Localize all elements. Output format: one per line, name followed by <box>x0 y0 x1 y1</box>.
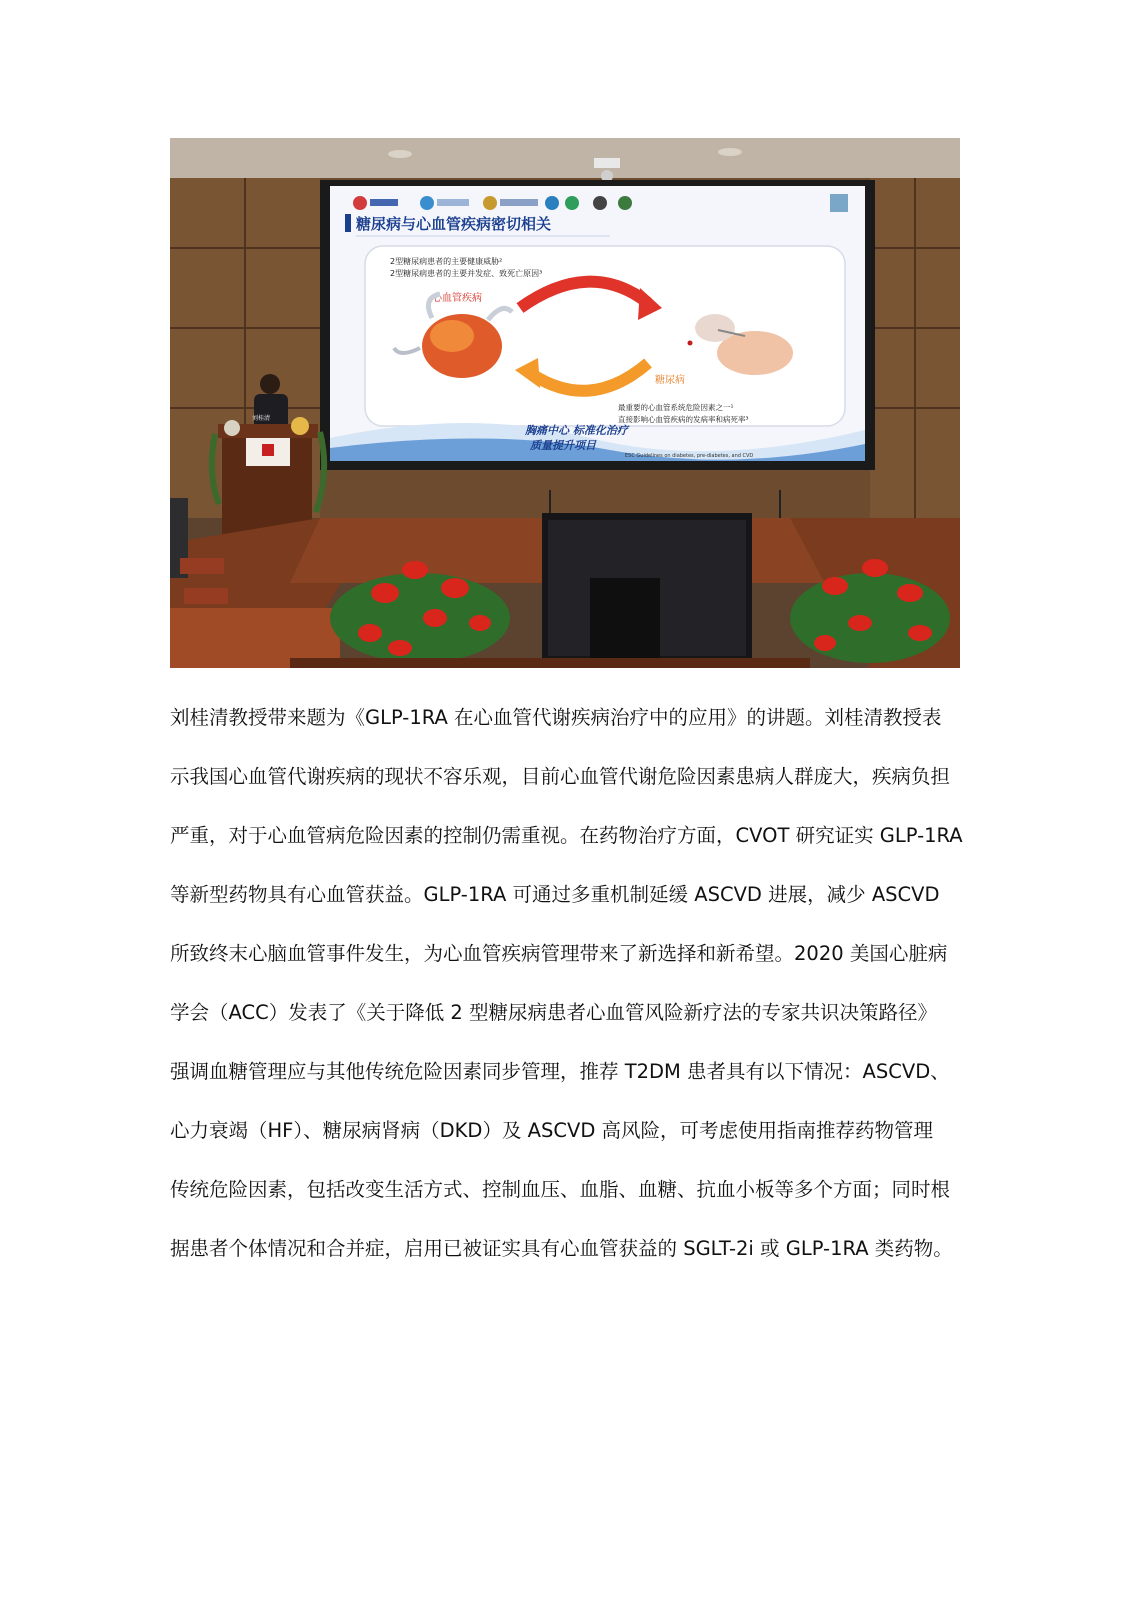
article-line-6: 学会（ACC）发表了《关于降低 2 型糖尿病患者心血管风险新疗法的专家共识决策路径》 <box>170 1001 938 1024</box>
article-line-5: 所致终末心脑血管事件发生，为心血管疾病管理带来了新选择和新希望。2020 美国心脏病 <box>170 942 948 965</box>
slide-label-cvd: 心血管疾病 <box>432 293 482 304</box>
slide-footer-note: ESC Guidelines on diabetes, pre-diabetes, and CVD <box>625 453 754 459</box>
slide-bullet-top-1: 2型糖尿病患者的主要健康威胁² <box>390 257 503 266</box>
article-line-7: 强调血糖管理应与其他传统危险因素同步管理，推荐 T2DM 患者具有以下情况：ASCVD、 <box>170 1060 950 1083</box>
desk-monitor <box>542 513 752 668</box>
slide-title: 糖尿病与心血管疾病密切相关 <box>356 215 552 233</box>
article-line-1: 刘桂清教授带来题为《GLP-1RA 在心血管代谢疾病治疗中的应用》的讲题。刘桂清教授表 <box>170 706 942 729</box>
slide-project-text-2: 质量提升项目 <box>530 439 596 452</box>
article-body <box>170 688 970 1278</box>
article-line-10: 据患者个体情况和合并症，启用已被证实具有心血管获益的 SGLT-2i 或 GLP-1RA 类药物。 <box>170 1237 953 1260</box>
conference-photo <box>170 138 960 668</box>
slide-bullet-bottom-2: 直接影响心血管疾病的发病率和病死率³ <box>618 415 749 424</box>
slide-bullet-bottom-1: 最重要的心血管系统危险因素之一¹ <box>618 403 734 412</box>
slide-bullet-top-2: 2型糖尿病患者的主要并发症、致死亡原因³ <box>390 269 543 278</box>
slide-label-dm: 糖尿病 <box>655 375 685 386</box>
article-line-2: 示我国心血管代谢疾病的现状不容乐观，目前心血管代谢危险因素患病人群庞大，疾病负担 <box>170 765 951 788</box>
article-line-9: 传统危险因素，包括改变生活方式、控制血压、血脂、血糖、抗血小板等多个方面；同时根 <box>170 1178 951 1201</box>
article-line-4: 等新型药物具有心血管获益。GLP-1RA 可通过多重机制延缓 ASCVD 进展，减少 ASCVD <box>170 883 940 906</box>
slide-project-text-1: 胸痛中心 标准化治疗 <box>525 424 628 437</box>
article-line-3: 严重，对于心血管病危险因素的控制仍需重视。在药物治疗方面，CVOT 研究证实 GLP-1RA <box>170 824 963 847</box>
article-line-8: 心力衰竭（HF）、糖尿病肾病（DKD）及 ASCVD 高风险，可考虑使用指南推荐药物管理 <box>170 1119 934 1142</box>
podium-nameplate: 刘桂清 <box>252 415 271 422</box>
